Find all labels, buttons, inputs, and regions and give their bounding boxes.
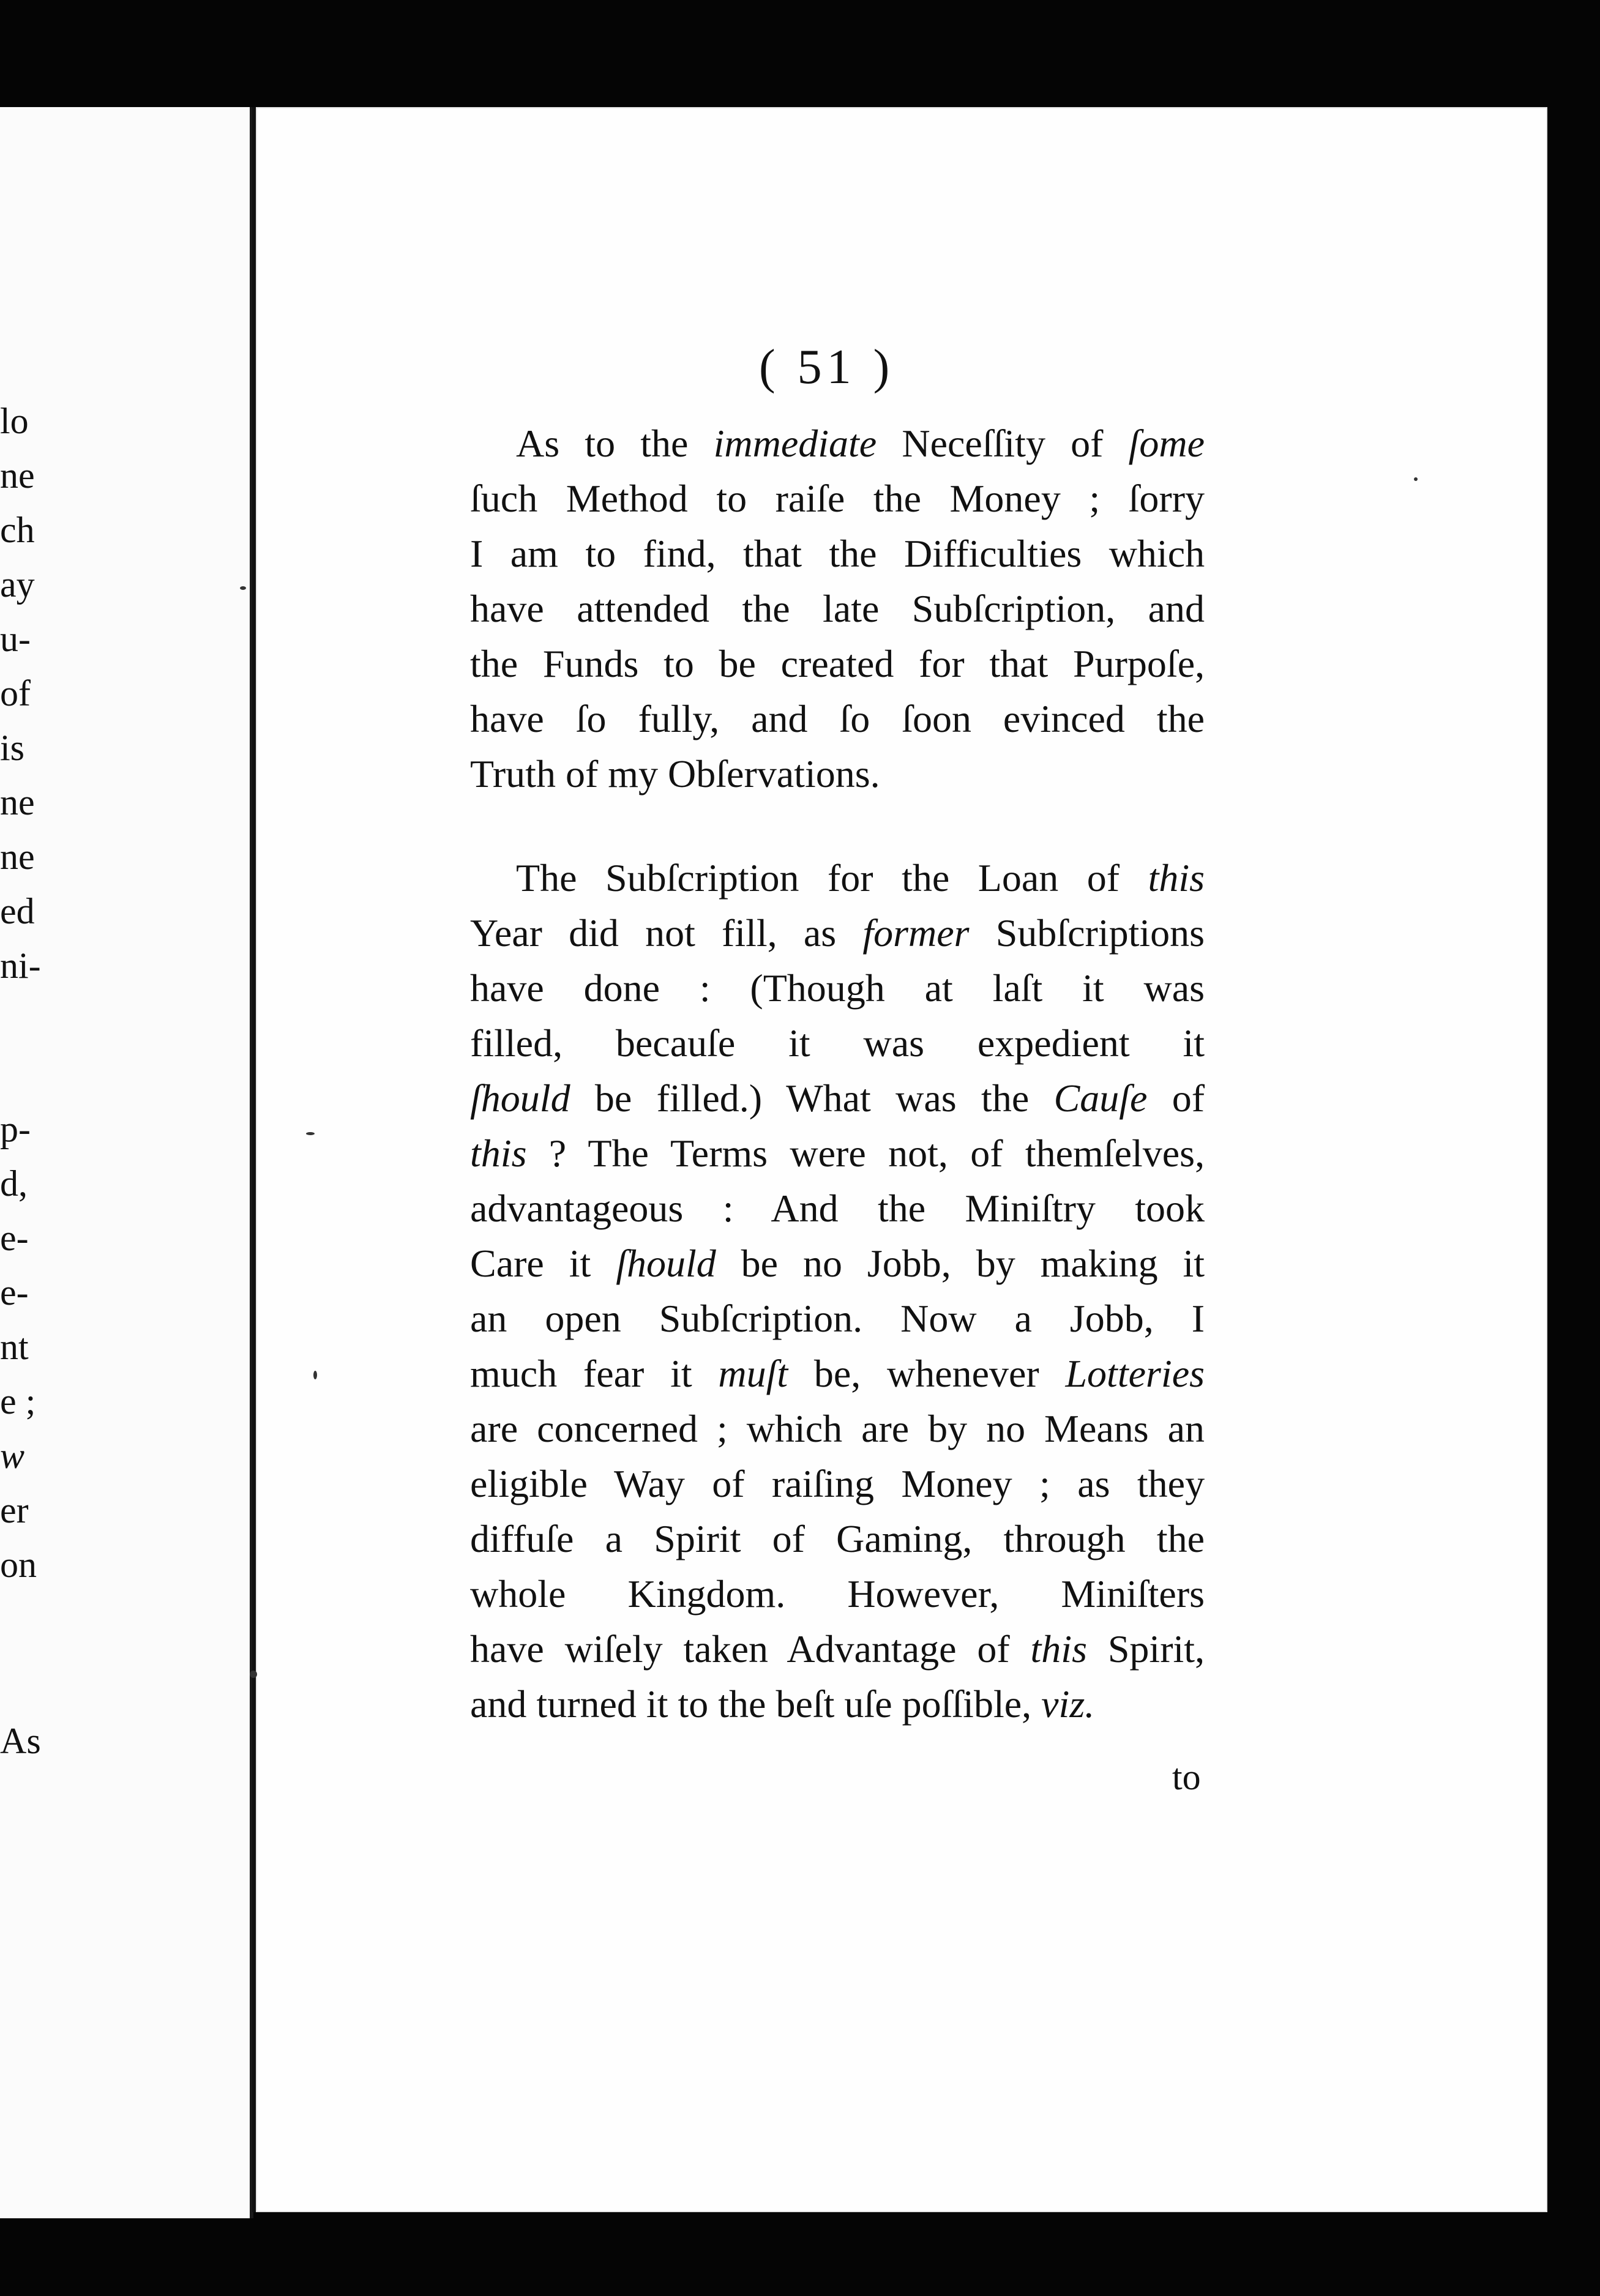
margin-mark	[313, 1371, 317, 1379]
margin-mark	[306, 1132, 315, 1135]
previous-page-text-fragments	[0, 107, 250, 2218]
text-line: I am to find, that the Difficulties which	[470, 532, 1205, 575]
text-line: whole Kingdom. However, Miniſters	[470, 1572, 1205, 1616]
margin-mark	[250, 1671, 257, 1678]
left-fragment: e-	[0, 1272, 29, 1313]
text-line: an open Subſcription. Now a Jobb, I	[470, 1297, 1205, 1340]
text-line: As to the immediate Neceſſity of ſome	[516, 422, 1205, 465]
left-fragment: ed	[0, 891, 35, 931]
left-fragment: ne	[0, 782, 35, 822]
text-line: filled, becauſe it was expedient it	[470, 1021, 1205, 1065]
left-fragment: d,	[0, 1163, 28, 1204]
left-fragment: nt	[0, 1327, 29, 1367]
left-fragment: w	[0, 1436, 25, 1476]
text-line: the Funds to be created for that Purpoſe,	[470, 642, 1205, 685]
page-body	[470, 416, 1205, 1781]
text-line: have ſo fully, and ſo ſoon evinced the	[470, 697, 1205, 740]
left-fragment: lo	[0, 401, 29, 441]
text-line: Care it ſhould be no Jobb, by making it	[470, 1242, 1205, 1285]
margin-mark	[240, 586, 246, 590]
catchword: to	[1172, 1757, 1201, 1797]
page-number: ( 51 )	[759, 340, 895, 394]
text-line: eligible Way of raiſing Money ; as they	[470, 1462, 1205, 1505]
left-fragment: ch	[0, 510, 35, 550]
text-line: this ? The Terms were not, of themſelves,	[470, 1131, 1205, 1175]
paragraph	[470, 851, 1205, 1732]
left-fragment: ne	[0, 455, 35, 496]
left-fragment: u-	[0, 619, 31, 659]
margin-mark	[1414, 477, 1418, 481]
text-line: ſuch Method to raiſe the Money ; ſorry	[470, 477, 1205, 520]
left-fragment: ay	[0, 564, 35, 605]
left-fragment: on	[0, 1545, 37, 1585]
text-line: Year did not fill, as former Subſcriptions	[470, 911, 1205, 955]
previous-page-fragment	[0, 107, 253, 2218]
text-line: have attended the late Subſcription, and	[470, 587, 1205, 630]
text-line: ſhould be filled.) What was the Cauſe of	[470, 1076, 1205, 1120]
left-fragment: p-	[0, 1109, 31, 1149]
left-fragment: ni-	[0, 945, 41, 986]
text-line: advantageous : And the Miniſtry took	[470, 1187, 1205, 1230]
left-fragment: of	[0, 673, 31, 714]
text-line: diffuſe a Spirit of Gaming, through the	[470, 1517, 1205, 1560]
text-line: much fear it muſt be, whenever Lotteries	[470, 1352, 1205, 1395]
left-fragment: ne	[0, 837, 35, 877]
paragraph	[470, 416, 1205, 802]
left-fragment: e ;	[0, 1381, 36, 1422]
text-line: are concerned ; which are by no Means an	[470, 1407, 1205, 1450]
text-line: and turned it to the beſt uſe poſſible, viz.	[470, 1682, 1095, 1726]
text-line: have done : (Though at laſt it was	[470, 966, 1205, 1010]
left-fragment: er	[0, 1490, 29, 1530]
left-fragment: e-	[0, 1218, 29, 1258]
text-line: Truth of my Obſervations.	[470, 752, 880, 796]
left-fragment: is	[0, 728, 25, 768]
text-line: The Subſcription for the Loan of this	[516, 856, 1205, 900]
left-fragment: As	[0, 1721, 41, 1761]
text-line: have wiſely taken Advantage of this Spirit,	[470, 1627, 1205, 1671]
